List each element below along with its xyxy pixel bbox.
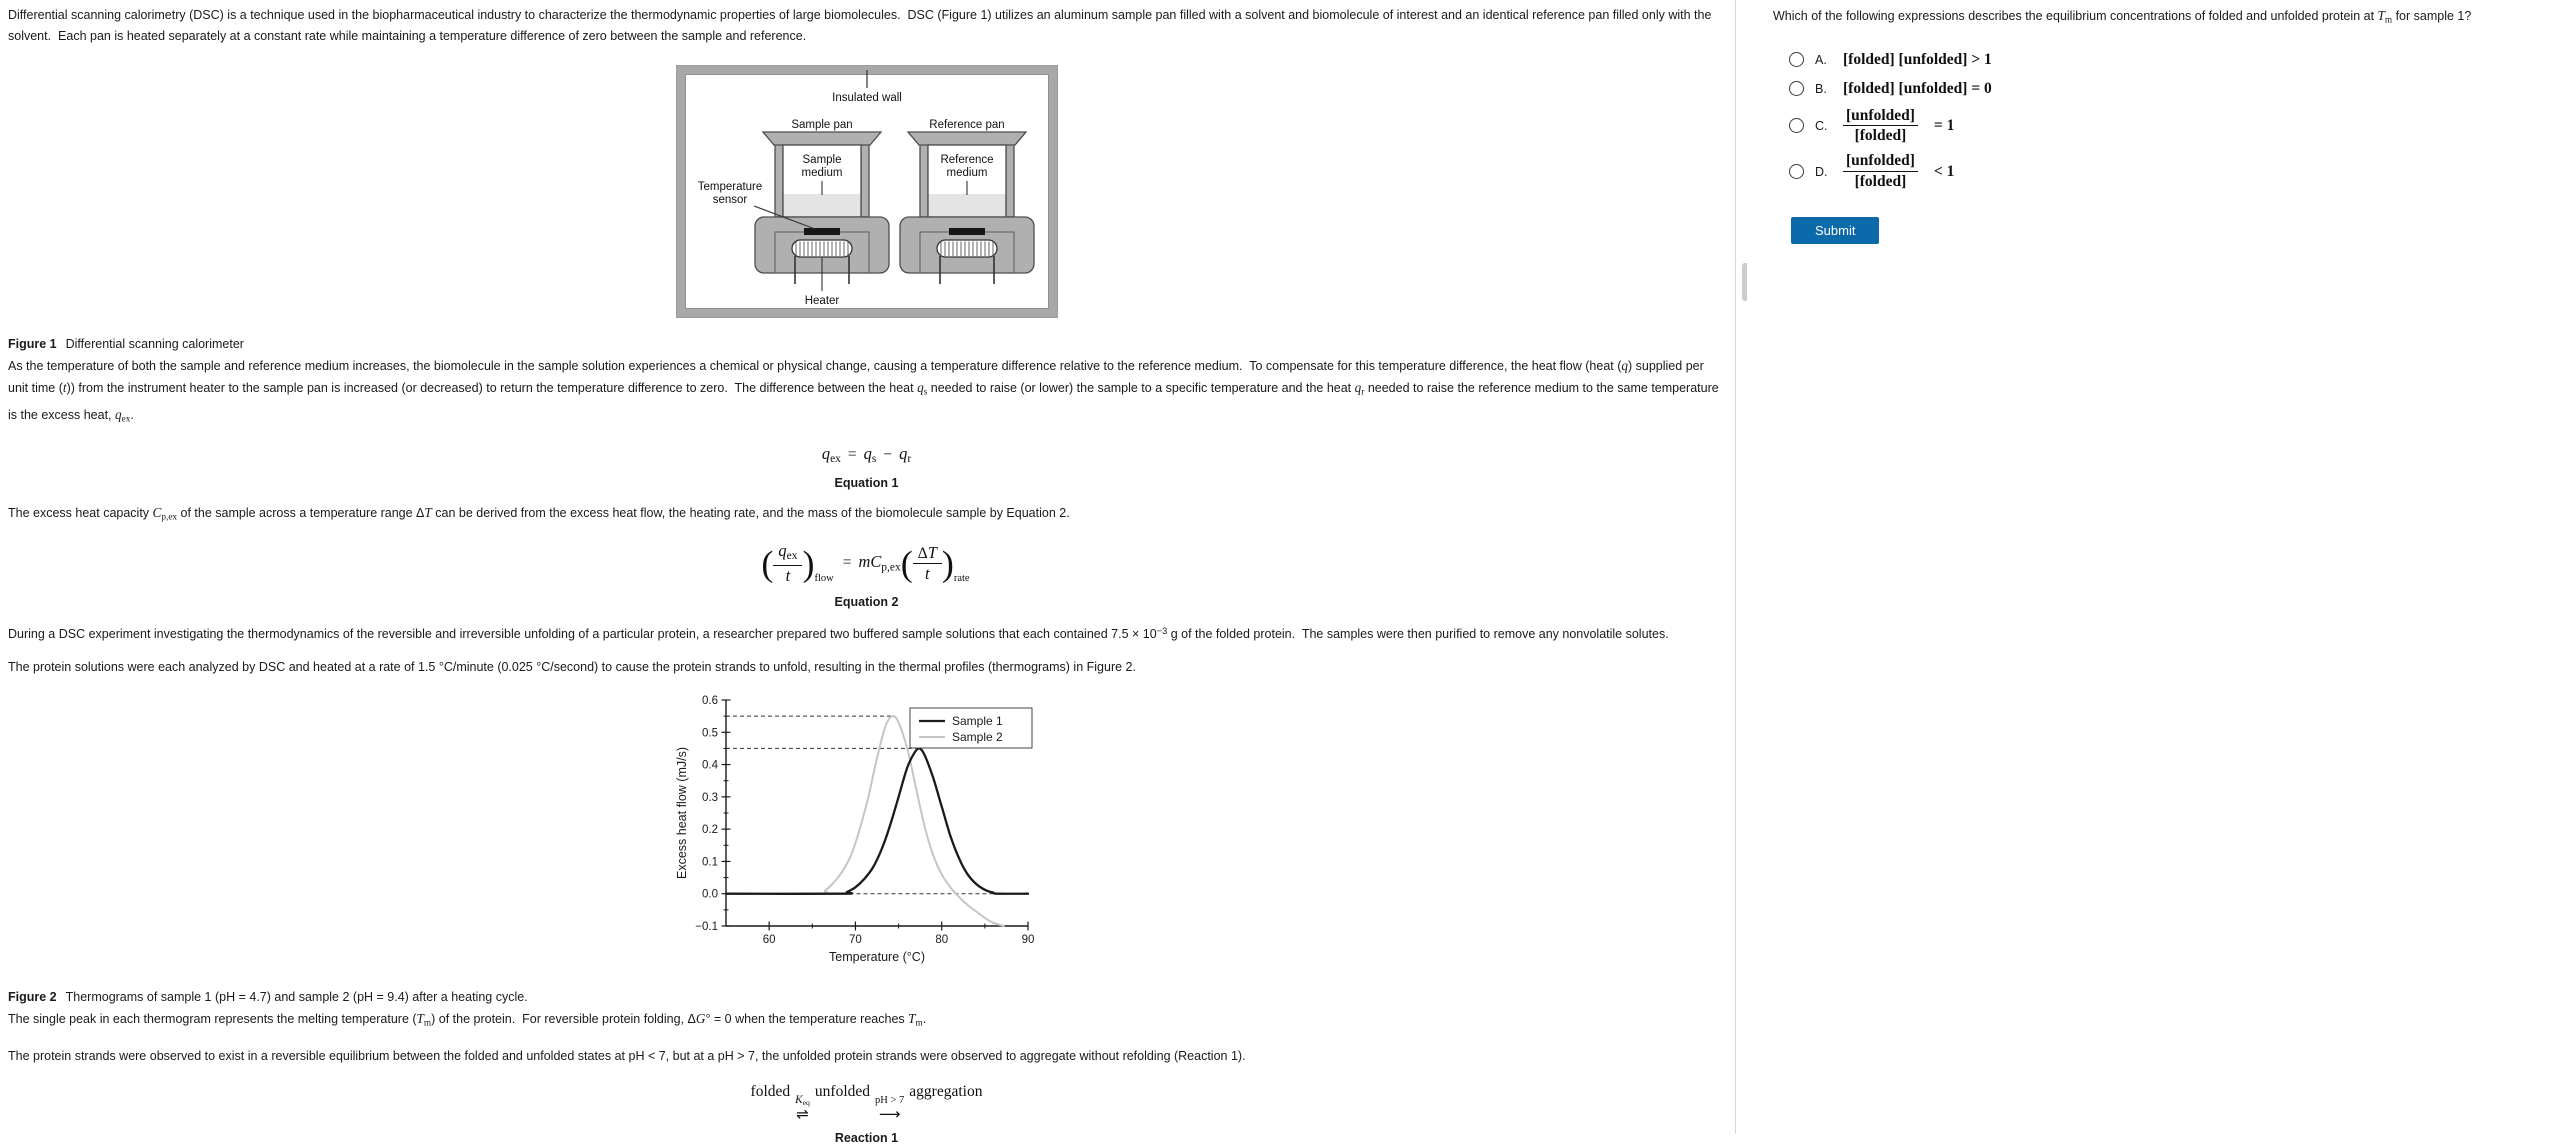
reference-pan-label: Reference pan	[928, 119, 1005, 131]
y-tick-label: 0.0	[701, 888, 718, 901]
series-sample-1	[726, 748, 1028, 893]
legend-label: Sample 1	[951, 713, 1003, 728]
equation-1-label: Equation 1	[834, 475, 899, 490]
option-d-fraction: [unfolded] [folded]	[1843, 152, 1918, 191]
insulated-wall-label: Insulated wall	[831, 92, 902, 104]
y-tick-label: 0.3	[701, 791, 718, 804]
figure2-wrapper	[674, 690, 1060, 975]
passage-paragraph-6: The single peak in each thermogram represents the melting temperature $(T_m)$ of the protein. For reversible protein folding, ΔG° = 0 when the temperature reaches $T_m$.	[8, 1010, 927, 1029]
legend-label: Sample 2	[951, 729, 1003, 744]
y-tick-label: 0.5	[701, 726, 718, 739]
temperature-sensor-label: Temperature	[697, 181, 762, 193]
x-tick-label: 60	[762, 933, 776, 946]
heater-label: Heater	[804, 295, 839, 307]
answer-option-b[interactable]: B. [folded] [unfolded] = 0	[1789, 78, 2543, 100]
y-axis-label: Excess heat flow (mJ/s)	[674, 746, 689, 879]
answer-option-c[interactable]: C. [unfolded] [folded] = 1	[1789, 107, 2543, 146]
passage-paragraph-1: Differential scanning calorimetry (DSC) is a technique used in the biopharmaceutical industry to characterize the thermodynamic properties of large biomolecules. DSC (Figure 1) utilizes an aluminum sample pan filled with a solvent and biomolecule of interest and an identical reference pan filled only with the solvent. Each pan is heated separately at a constant rate while maintaining a temperature difference of zero between the sample and reference.	[8, 8, 1715, 43]
passage-paragraph-4: During a DSC experiment investigating the thermodynamics of the reversible and irreversible unfolding of a particular protein, a researcher prepared two buffered sample solutions that each contained $7.5 \times 10^{-3}$ g of the folded protein. The samples were then purified to remove any nonvolatile solutes.	[8, 625, 1669, 641]
x-axis-label: Temperature (°C)	[828, 949, 925, 964]
svg-text:sensor: sensor	[712, 194, 747, 206]
equation-2-label: Equation 2	[834, 594, 899, 609]
radio-button-c[interactable]	[1789, 118, 1804, 133]
figure1-caption: Figure 1 Differential scanning calorimeter	[8, 337, 244, 351]
figure1-wrapper	[675, 59, 1059, 322]
answer-option-a[interactable]: A. [folded] [unfolded] > 1	[1789, 49, 2543, 71]
y-tick-label: 0.2	[701, 823, 718, 836]
radio-button-d[interactable]	[1789, 164, 1804, 179]
answer-option-d[interactable]: D. [unfolded] [folded] < 1	[1789, 152, 2543, 191]
sample-medium-label: Sample	[802, 154, 841, 166]
figure2-caption: Figure 2 Thermograms of sample 1 (pH = 4.7) and sample 2 (pH = 9.4) after a heating cycle.	[8, 989, 528, 1004]
x-tick-label: 80	[934, 933, 948, 946]
reference-medium-label: Reference	[939, 154, 994, 166]
passage-paragraph-2: As the temperature of both the sample and reference medium increases, the biomolecule in the sample solution experiences a chemical or physical change, causing a temperature difference relative to the reference medium. To compensate for this temperature difference, the heat flow (heat (q) supplied per unit time (t)) from the instrument heater to the sample pan is increased (or decreased) to return the temperature difference to zero. The difference between the heat $q_s$ needed to raise (or lower) the sample to a specific temperature and the heat $q_r$ needed to raise the reference medium to the same temperature is the excess heat, $q_{ex}$.	[8, 358, 1723, 425]
passage-paragraph-5: The protein solutions were each analyzed by DSC and heated at a rate of 1.5 °C/minute (0.025 °C/second) to cause the protein strands to unfold, resulting in the thermal profiles (thermograms) in Figure 2.	[8, 659, 1136, 674]
reaction-1-label: Reaction 1	[834, 1131, 899, 1145]
radio-button-a[interactable]	[1789, 52, 1804, 67]
option-b-expression: [folded] [unfolded] = 0	[1843, 79, 1992, 97]
y-tick-label: 0.6	[701, 694, 718, 707]
answer-options	[1789, 49, 2543, 191]
figure2-chart	[674, 690, 1060, 972]
question-panel	[1747, 0, 2563, 1134]
submit-button[interactable]: Submit	[1791, 217, 1879, 244]
svg-text:medium: medium	[801, 167, 842, 179]
y-tick-label: 0.1	[701, 856, 718, 869]
x-tick-label: 70	[848, 933, 862, 946]
y-tick-label: −0.1	[694, 920, 718, 933]
option-c-fraction: [unfolded] [folded]	[1843, 107, 1918, 146]
sample-pan-label: Sample pan	[790, 119, 853, 131]
equation-2: ( $\frac{q_{ex}}{t}$ )$_{flow}= mC_{p,ex}$( $\frac{\Delta T}{t}$ )$_{rate}$	[761, 541, 970, 585]
x-tick-label: 90	[1021, 933, 1034, 946]
reaction-1: folded $K_{eq}$ ⇌ unfolded pH > 7 ⟶ aggregation	[750, 1083, 983, 1124]
equilibrium-arrow: ⇌	[796, 1105, 809, 1124]
svg-text:medium: medium	[946, 167, 987, 179]
figure1-diagram	[675, 59, 1059, 319]
passage-paragraph-7: The protein strands were observed to exist in a reversible equilibrium between the folded and unfolded states at pH < 7, but at a pH > 7, the unfolded protein strands were observed to aggregate without refolding (Reaction 1).	[8, 1049, 1246, 1064]
y-tick-label: 0.4	[701, 759, 718, 772]
question-text: Which of the following expressions describes the equilibrium concentrations of folded and unfolded protein at $T_m$ for sample 1?	[1773, 8, 2472, 26]
forward-arrow: ⟶	[878, 1104, 901, 1123]
radio-button-b[interactable]	[1789, 81, 1804, 96]
passage-paragraph-3: The excess heat capacity $C_{p,ex}$ of the sample across a temperature range ΔT can be derived from the excess heat flow, the heating rate, and the mass of the biomolecule sample by Equation 2.	[8, 504, 1070, 523]
equation-1: $q_{ex} = q_s - q_r$	[821, 444, 912, 466]
option-a-expression: [folded] [unfolded] > 1	[1843, 50, 1992, 68]
